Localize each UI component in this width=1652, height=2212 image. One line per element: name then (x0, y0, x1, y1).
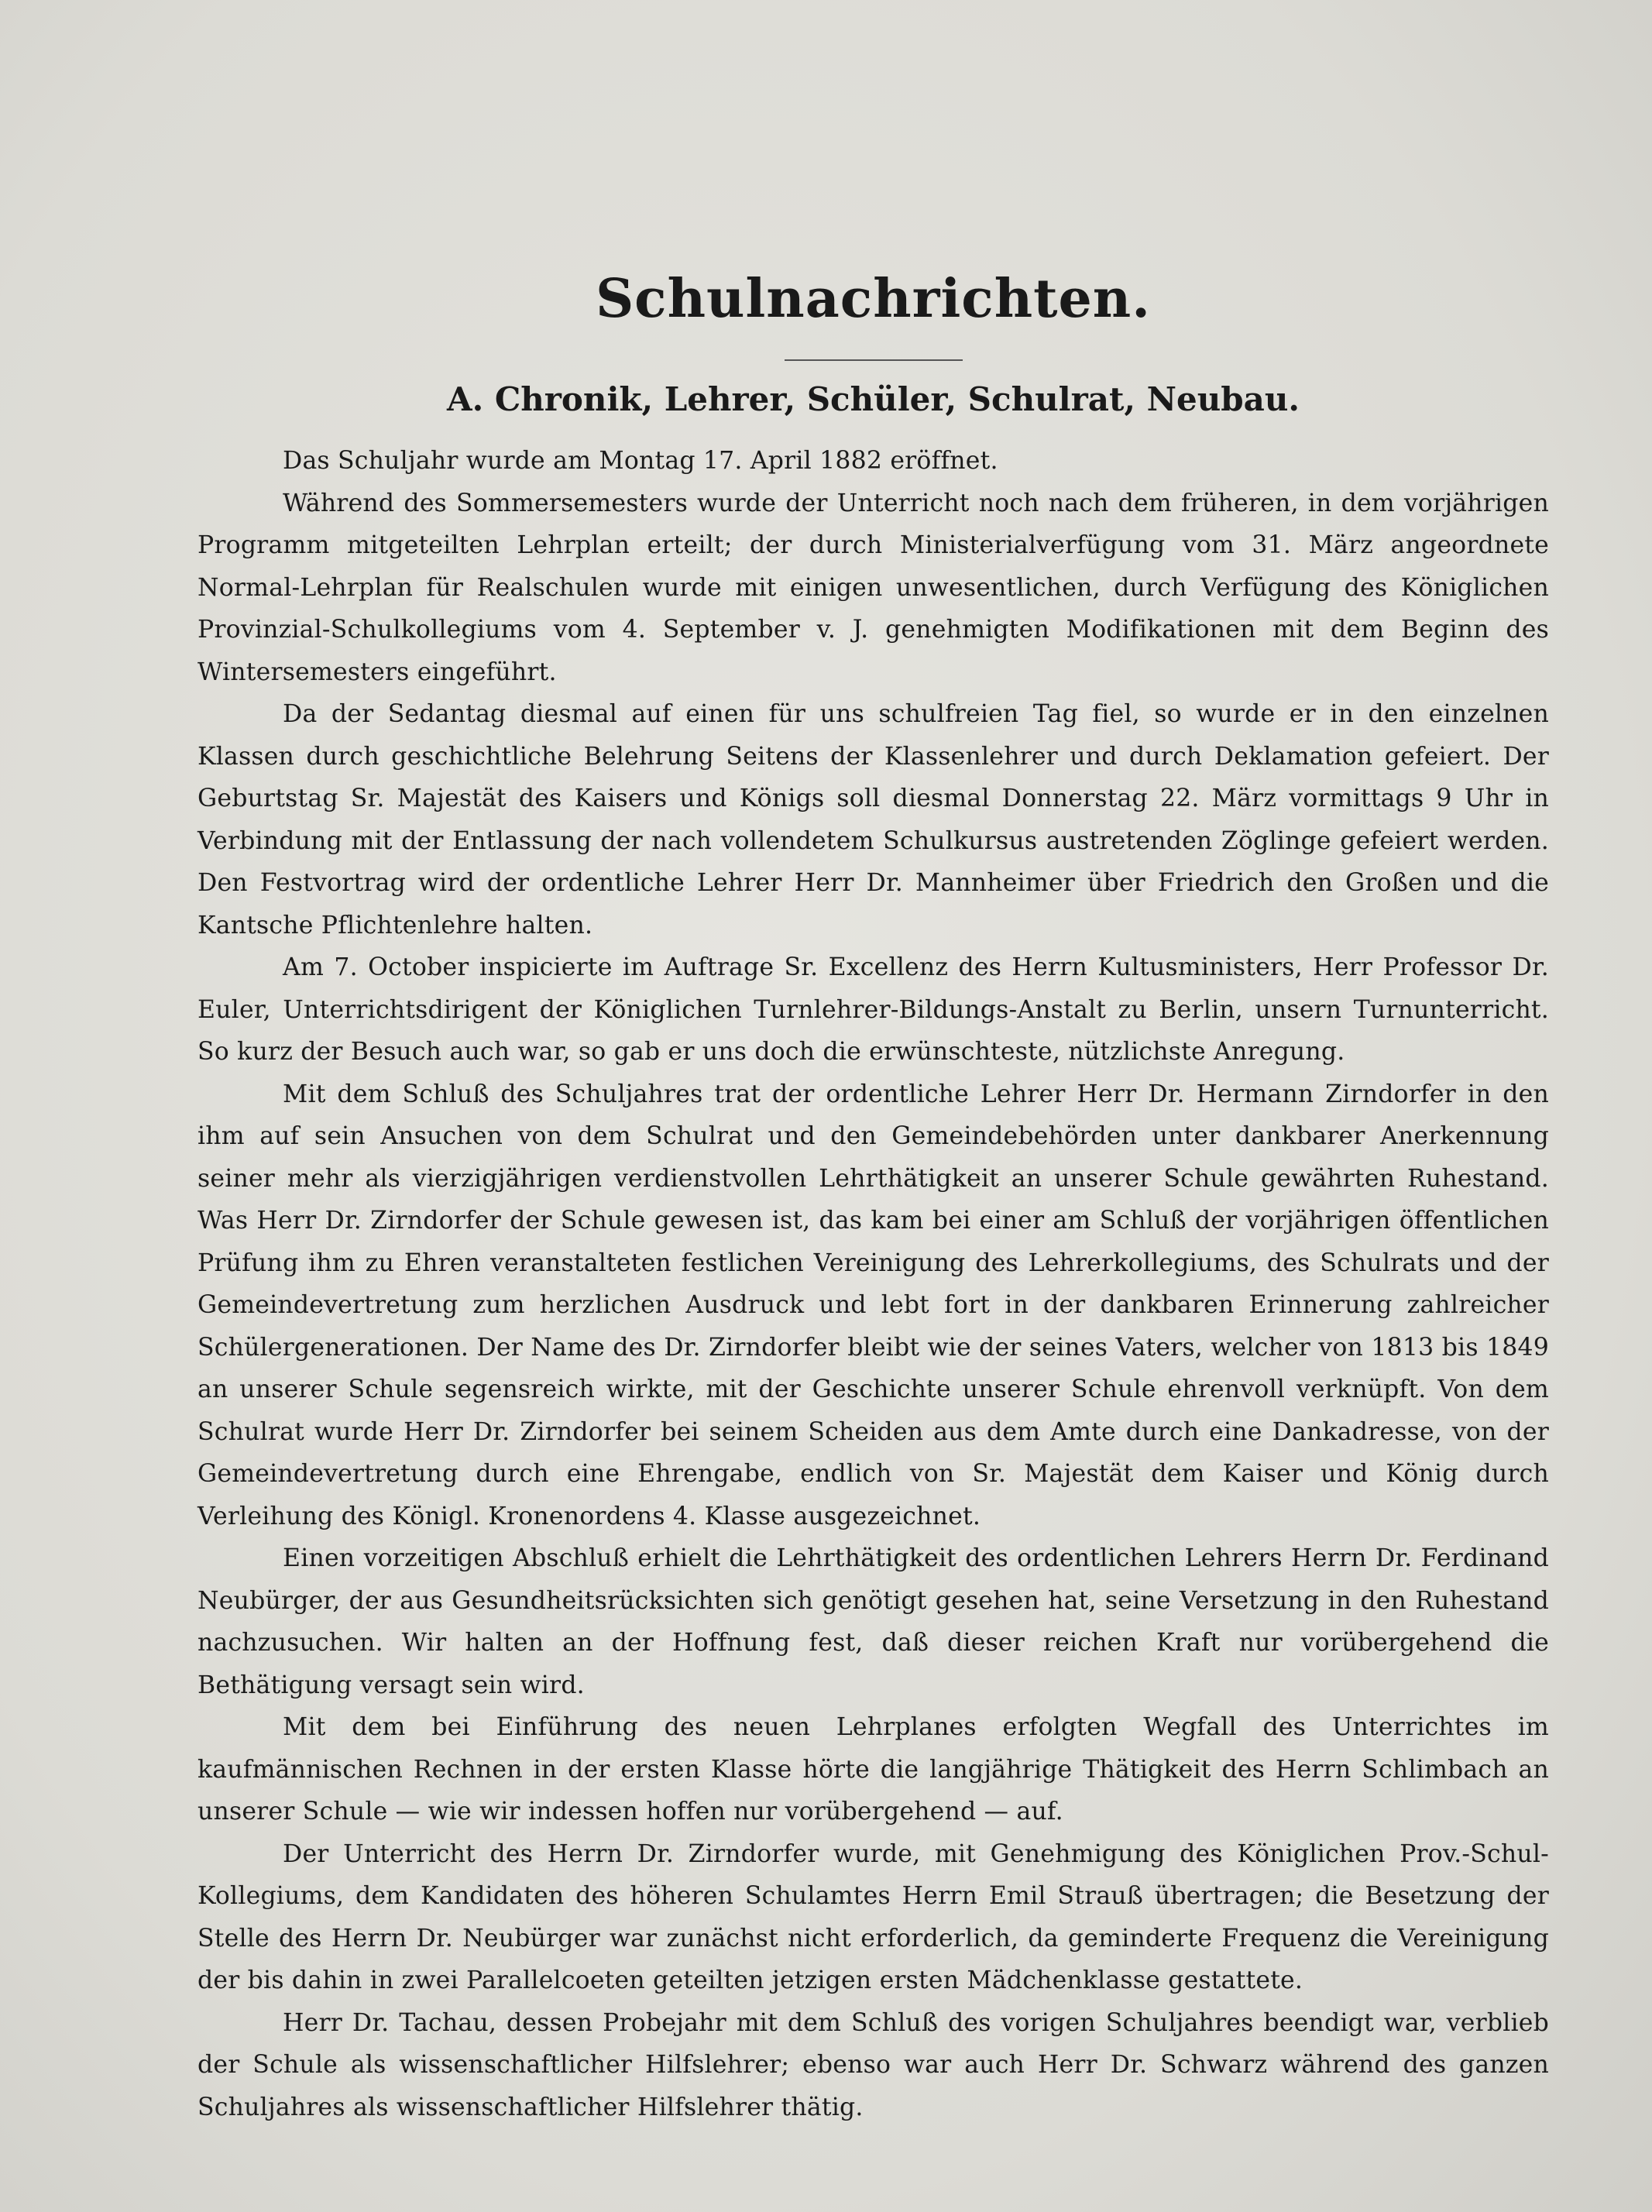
paragraph: Mit dem bei Einführung des neuen Lehrplanes erfolgten Wegfall des Unterrichtes im kaufmännischen Rechnen in der ersten Klasse hörte die langjährige Thätigkeit des Herrn Schlimbach an unserer Schule — wie wir indessen hoffen nur vorübergehend — auf. (197, 1713, 1549, 1826)
paragraph: Da der Sedantag diesmal auf einen für uns schulfreien Tag fiel, so wurde er in den einzelnen Klassen durch geschichtliche Belehrung Seitens der Klassenlehrer und durch Deklamation gefeiert. Der Geburtstag Sr. Majestät des Kaisers und Königs soll diesmal Donnerstag 22. März vormittags 9 Uhr in Verbindung mit der Entlassung der nach vollendetem Schulkursus austretenden Zöglinge gefeiert werden. Den Festvortrag wird der ordentliche Lehrer Herr Dr. Mannheimer über Friedrich den Großen und die Kantsche Pflichtenlehre halten. (197, 700, 1549, 939)
page-title: Schulnachrichten. (596, 268, 1151, 330)
body-text (197, 440, 1549, 2128)
paragraph: Mit dem Schluß des Schuljahres trat der ordentliche Lehrer Herr Dr. Hermann Zirndorfer in den ihm auf sein Ansuchen von dem Schulrat und den Gemeindebehörden unter dankbarer Anerkennung seiner mehr als vierzigjährigen verdienstvollen Lehrthätigkeit an unserer Schule gewährten Ruhestand. Was Herr Dr. Zirndorfer der Schule gewesen ist, das kam bei einer am Schluß der vorjährigen öffentlichen Prüfung ihm zu Ehren veranstalteten festlichen Vereinigung des Lehrerkollegiums, des Schulrats und der Gemeindevertretung zum herzlichen Ausdruck und lebt fort in der dankbaren Erinnerung zahlreicher Schülergenerationen. Der Name des Dr. Zirndorfer bleibt wie der seines Vaters, welcher von 1813 bis 1849 an unserer Schule segensreich wirkte, mit der Geschichte unserer Schule ehrenvoll verknüpft. Von dem Schulrat wurde Herr Dr. Zirndorfer bei seinem Scheiden aus dem Amte durch eine Dankadresse, von der Gemeindevertretung durch eine Ehrengabe, endlich von Sr. Majestät dem Kaiser und König durch Verleihung des Königl. Kronenordens 4. Klasse ausgezeichnet. (197, 1080, 1549, 1530)
paragraph: Der Unterricht des Herrn Dr. Zirndorfer wurde, mit Genehmigung des Königlichen Prov.-Schul-Kollegiums, dem Kandidaten des höheren Schulamtes Herrn Emil Strauß übertragen; die Besetzung der Stelle des Herrn Dr. Neubürger war zunächst nicht erforderlich, da geminderte Frequenz die Vereinigung der bis dahin in zwei Parallelcoeten geteilten jetzigen ersten Mädchenklasse gestattete. (197, 1839, 1549, 1994)
paragraph: Das Schuljahr wurde am Montag 17. April 1882 eröffnet. (283, 447, 998, 475)
paragraph: Herr Dr. Tachau, dessen Probejahr mit dem Schluß des vorigen Schuljahres beendigt war, verblieb der Schule als wissenschaftlicher Hilfslehrer; ebenso war auch Herr Dr. Schwarz während des ganzen Schuljahres als wissenschaftlicher Hilfslehrer thätig. (197, 2008, 1549, 2121)
paragraph: Am 7. October inspicierte im Auftrage Sr. Excellenz des Herrn Kultusministers, Herr Professor Dr. Euler, Unterrichtsdirigent der Königlichen Turnlehrer-Bildungs-Anstalt zu Berlin, unsern Turnunterricht. So kurz der Besuch auch war, so gab er uns doch die erwünschteste, nützlichste Anregung. (197, 953, 1549, 1066)
paragraph: Einen vorzeitigen Abschluß erhielt die Lehrthätigkeit des ordentlichen Lehrers Herrn Dr. Ferdinand Neubürger, der aus Gesundheitsrücksichten sich genötigt gesehen hat, seine Versetzung in den Ruhestand nachzusuchen. Wir halten an der Hoffnung fest, daß dieser reichen Kraft nur vorübergehend die Bethätigung versagt sein wird. (197, 1544, 1549, 1699)
paragraph: Während des Sommersemesters wurde der Unterricht noch nach dem früheren, in dem vorjährigen Programm mitgeteilten Lehrplan erteilt; der durch Ministerialverfügung vom 31. März angeordnete Normal-Lehrplan für Realschulen wurde mit einigen unwesentlichen, durch Verfügung des Königlichen Provinzial-Schulkollegiums vom 4. September v. J. genehmigten Modifikationen mit dem Beginn des Wintersemesters eingeführt. (197, 489, 1549, 686)
document-content (197, 263, 1549, 2128)
title-divider (785, 359, 963, 361)
section-heading: A. Chronik, Lehrer, Schüler, Schulrat, Neubau. (446, 380, 1300, 418)
